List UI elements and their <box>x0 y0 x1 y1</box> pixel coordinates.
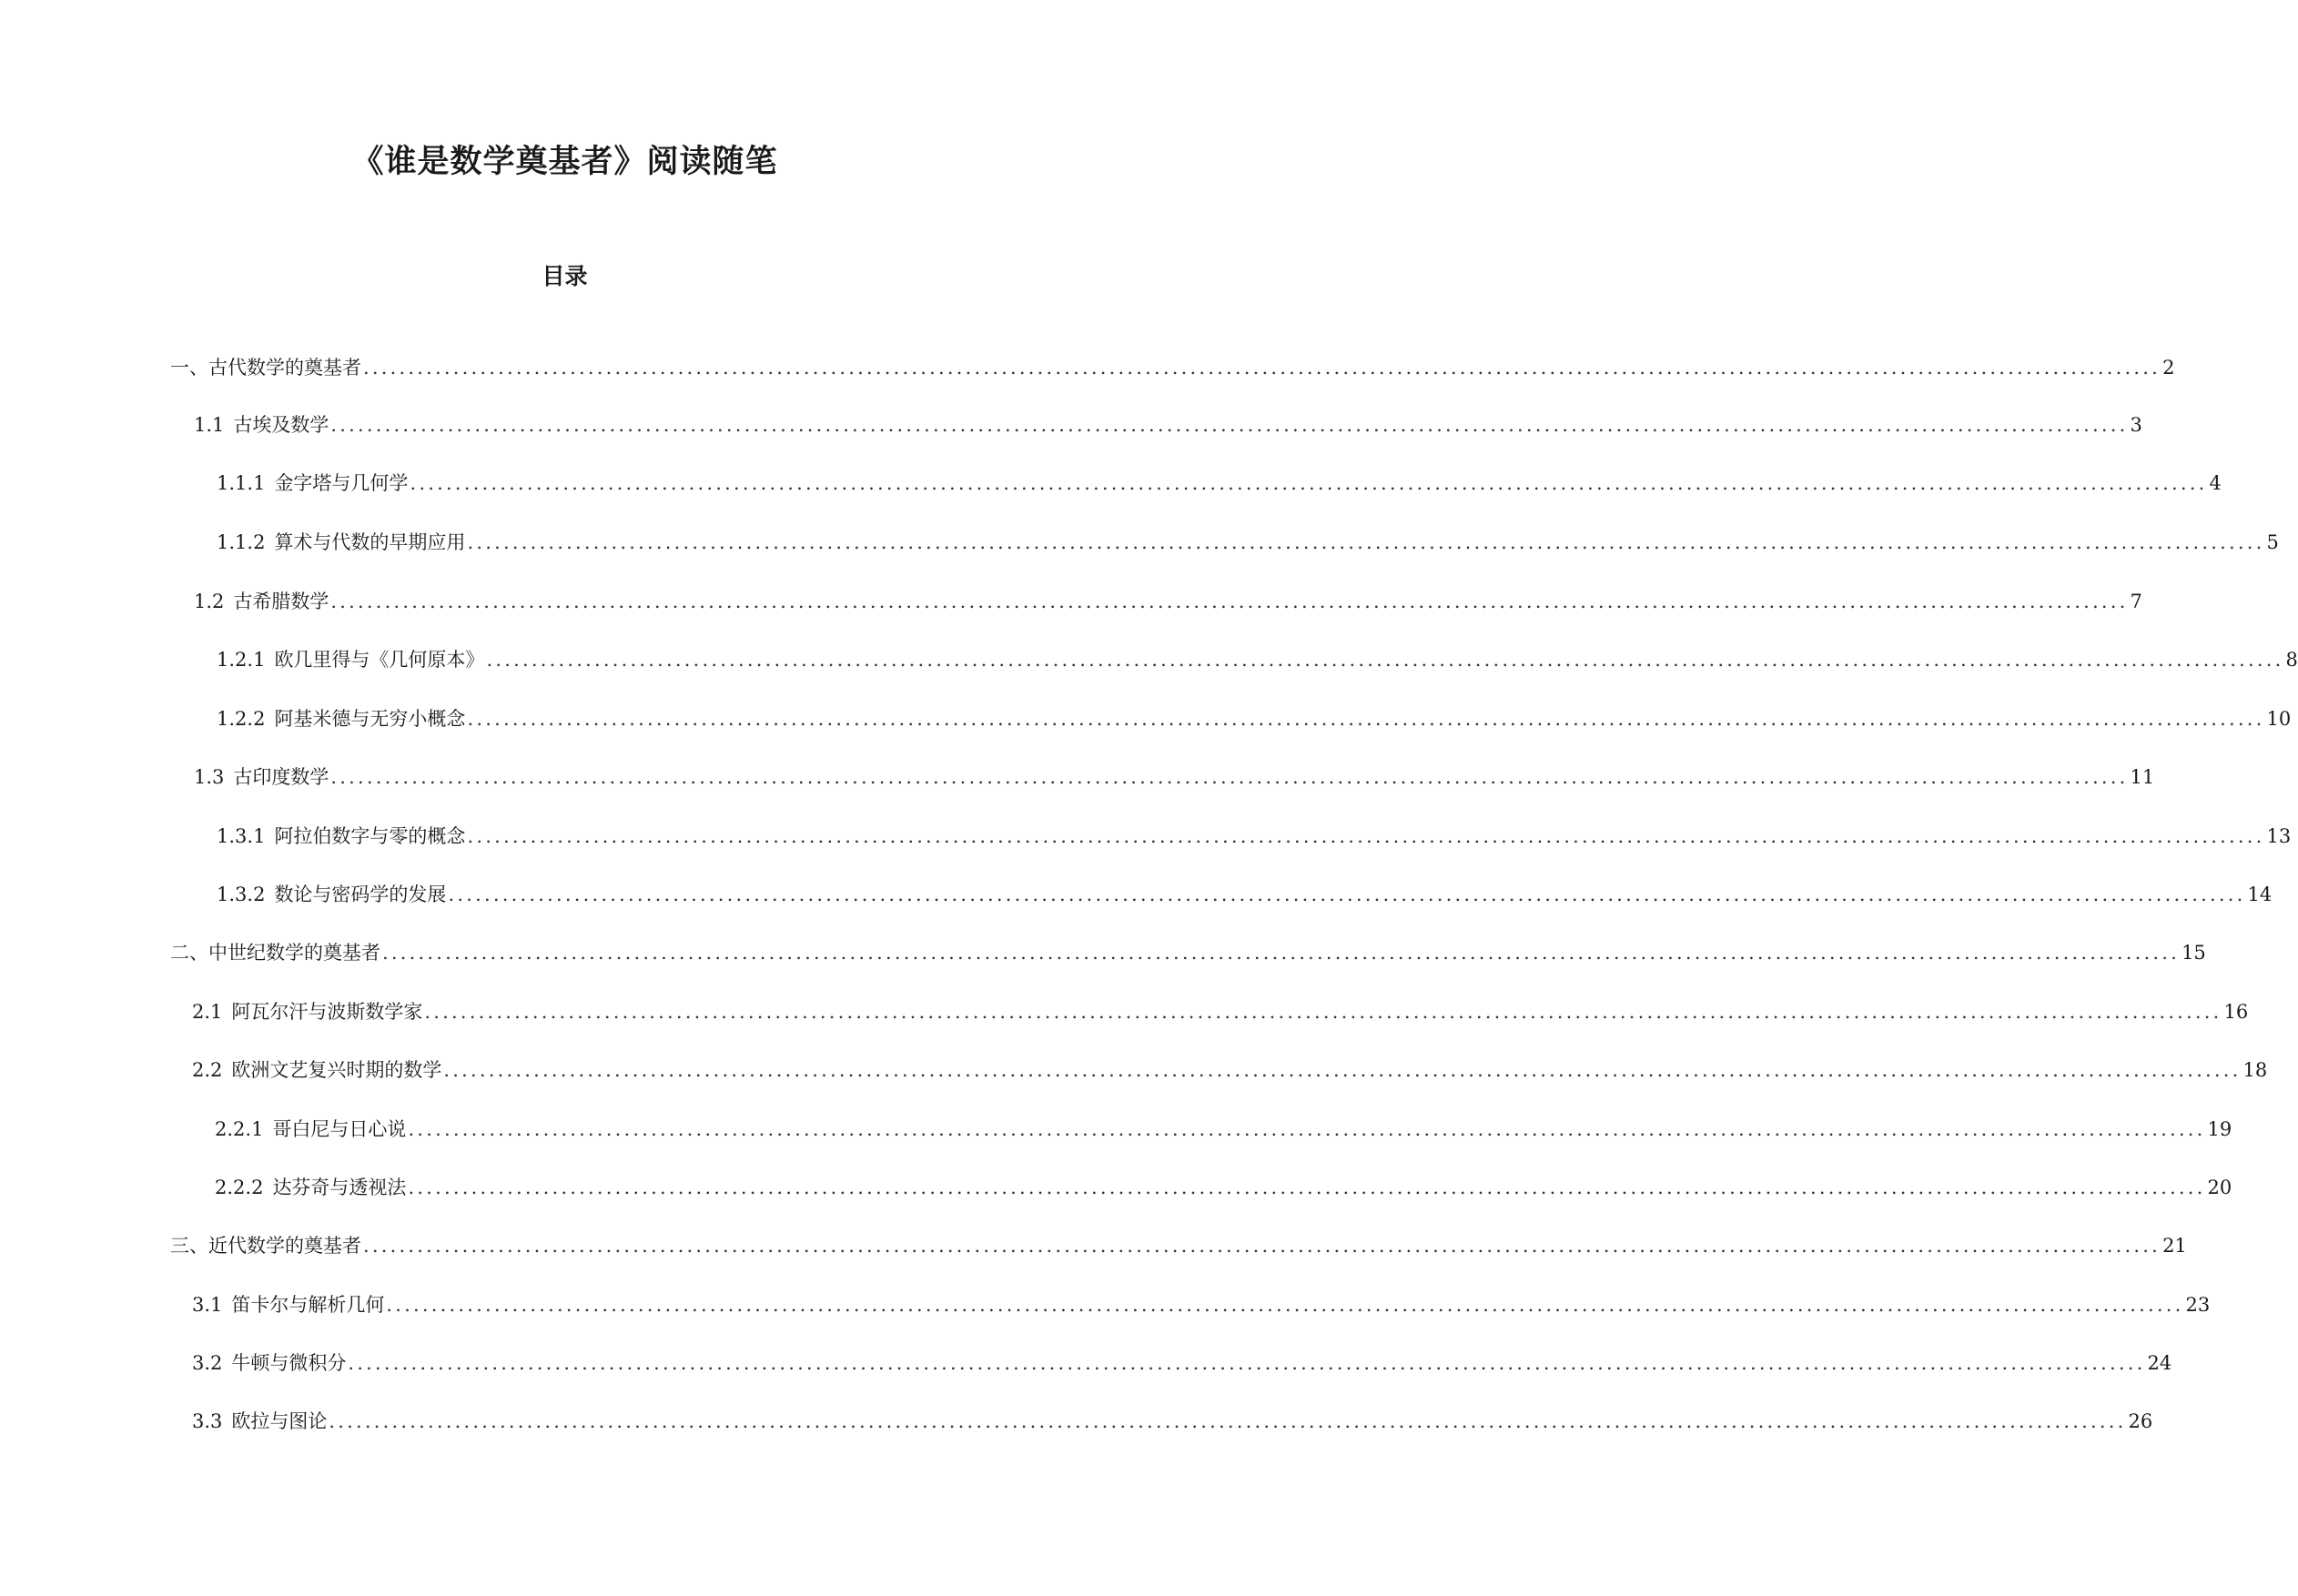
toc-entry[interactable] <box>192 1349 2172 1379</box>
toc-entry-title: 欧洲文艺复兴时期的数学 <box>231 1059 442 1081</box>
toc-entry[interactable] <box>217 822 2292 853</box>
toc-entry[interactable] <box>194 587 2142 618</box>
toc-entry[interactable] <box>194 410 2142 441</box>
toc-entry-title: 阿瓦尔汗与波斯数学家 <box>231 1001 423 1023</box>
toc-leader-dots: ........................................................................................................................................................................................................ <box>467 708 2265 730</box>
toc-entry-title: 牛顿与微积分 <box>231 1352 347 1374</box>
toc-entry-page: 8 <box>2285 649 2298 671</box>
toc-leader-dots: ........................................................................................................................................................................................................ <box>424 1001 2222 1023</box>
toc-leader-dots: ........................................................................................................................................................................................................ <box>448 884 2246 905</box>
toc-leader-dots: ........................................................................................................................................................................................................ <box>348 1352 2146 1374</box>
toc-entry-title: 笛卡尔与解析几何 <box>231 1294 385 1316</box>
toc-leader-dots: ........................................................................................................................................................................................................ <box>363 357 2161 379</box>
toc-entry-number: 2.2 <box>192 1059 223 1081</box>
toc-entry-page: 10 <box>2266 708 2292 730</box>
toc-entry-page: 2 <box>2162 357 2175 379</box>
toc-entry-page: 13 <box>2266 825 2292 847</box>
toc-entry-title: 算术与代数的早期应用 <box>274 531 466 553</box>
toc-entry-number: 1.3.2 <box>217 884 266 905</box>
toc-entry-number: 1.2.1 <box>217 649 266 671</box>
toc-leader-dots: ........................................................................................................................................................................................................ <box>329 1410 2127 1432</box>
toc-entry-number: 二、 <box>170 942 208 964</box>
toc-entry[interactable] <box>215 1173 2232 1204</box>
toc-entry-number: 1.3 <box>194 766 225 788</box>
toc-entry[interactable] <box>170 1231 2187 1262</box>
toc-entry-number: 1.2 <box>194 591 225 612</box>
toc-entry[interactable] <box>170 353 2175 384</box>
toc-entry-number: 3.2 <box>192 1352 223 1374</box>
toc-leader-dots: ........................................................................................................................................................................................................ <box>443 1059 2242 1081</box>
toc-leader-dots: ........................................................................................................................................................................................................ <box>363 1235 2161 1257</box>
toc-leader-dots: ........................................................................................................................................................................................................ <box>386 1294 2184 1316</box>
toc-leader-dots: ........................................................................................................................................................................................................ <box>467 531 2265 553</box>
toc-entry-number: 三、 <box>170 1235 208 1257</box>
toc-entry-number: 3.3 <box>192 1410 223 1432</box>
toc-entry-title: 古代数学的奠基者 <box>208 357 361 379</box>
toc-entry-number: 2.2.1 <box>215 1118 264 1140</box>
toc-entry-number: 2.2.2 <box>215 1177 264 1198</box>
toc-entry-page: 23 <box>2185 1294 2211 1316</box>
toc-entry[interactable] <box>217 528 2279 559</box>
toc-entry-page: 15 <box>2182 942 2206 964</box>
toc-entry-number: 3.1 <box>192 1294 223 1316</box>
toc-entry-page: 20 <box>2207 1177 2232 1198</box>
toc-entry-number: 一、 <box>170 357 208 379</box>
toc-entry-title: 古希腊数学 <box>233 591 329 612</box>
toc-entry-title: 金字塔与几何学 <box>274 472 409 494</box>
toc-entry-number: 1.1 <box>194 414 225 436</box>
toc-entry[interactable] <box>170 938 2206 969</box>
toc-entry-page: 24 <box>2147 1352 2172 1374</box>
toc-entry-number: 1.1.1 <box>217 472 266 494</box>
toc-entry-title: 近代数学的奠基者 <box>208 1235 361 1257</box>
toc-leader-dots: ........................................................................................................................................................................................................ <box>330 414 2129 436</box>
toc-entry-page: 19 <box>2207 1118 2232 1140</box>
toc-entry-page: 14 <box>2247 884 2273 905</box>
toc-entry-page: 7 <box>2130 591 2142 612</box>
toc-leader-dots: ........................................................................................................................................................................................................ <box>410 472 2208 494</box>
toc-entry-page: 26 <box>2128 1410 2153 1432</box>
toc-leader-dots: ........................................................................................................................................................................................................ <box>467 825 2265 847</box>
toc-entry-page: 5 <box>2266 531 2279 553</box>
toc-entry-title: 哥白尼与日心说 <box>272 1118 407 1140</box>
toc-entry-title: 数论与密码学的发展 <box>274 884 447 905</box>
toc-entry-title: 欧几里得与《几何原本》 <box>274 649 485 671</box>
document-title: 《谁是数学奠基者》阅读随笔 <box>351 144 778 180</box>
toc-entry-title: 古埃及数学 <box>233 414 329 436</box>
toc-entry-page: 4 <box>2209 472 2222 494</box>
toc-entry-page: 21 <box>2162 1235 2187 1257</box>
toc-entry[interactable] <box>194 763 2155 793</box>
toc-leader-dots: ........................................................................................................................................................................................................ <box>330 766 2129 788</box>
toc-entry-title: 古印度数学 <box>233 766 329 788</box>
toc-entry-title: 达芬奇与透视法 <box>272 1177 407 1198</box>
toc-entry-number: 1.2.2 <box>217 708 266 730</box>
toc-entry[interactable] <box>215 1115 2232 1146</box>
toc-entry-page: 16 <box>2223 1001 2249 1023</box>
toc-entry[interactable] <box>192 1290 2211 1321</box>
toc-heading: 目录 <box>542 263 588 289</box>
toc-leader-dots: ........................................................................................................................................................................................................ <box>486 649 2284 671</box>
toc-entry[interactable] <box>192 1407 2153 1438</box>
toc-entry[interactable] <box>217 469 2222 500</box>
toc-entry-title: 阿拉伯数字与零的概念 <box>274 825 466 847</box>
toc-entry-number: 1.3.1 <box>217 825 266 847</box>
toc-entry-page: 11 <box>2130 766 2155 788</box>
toc-entry-page: 18 <box>2242 1059 2268 1081</box>
toc-entry[interactable] <box>217 880 2273 911</box>
toc-leader-dots: ........................................................................................................................................................................................................ <box>408 1177 2206 1198</box>
toc-entry-title: 阿基米德与无穷小概念 <box>274 708 466 730</box>
toc-leader-dots: ........................................................................................................................................................................................................ <box>408 1118 2206 1140</box>
toc-entry-page: 3 <box>2130 414 2142 436</box>
toc-leader-dots: ........................................................................................................................................................................................................ <box>382 942 2181 964</box>
toc-entry[interactable] <box>192 997 2249 1028</box>
toc-entry[interactable] <box>192 1056 2268 1086</box>
toc-entry[interactable] <box>217 645 2298 676</box>
toc-entry-title: 欧拉与图论 <box>231 1410 328 1432</box>
toc-leader-dots: ........................................................................................................................................................................................................ <box>330 591 2129 612</box>
toc-entry-number: 1.1.2 <box>217 531 266 553</box>
toc-entry[interactable] <box>217 704 2292 735</box>
toc-entry-title: 中世纪数学的奠基者 <box>208 942 380 964</box>
toc-entry-number: 2.1 <box>192 1001 223 1023</box>
